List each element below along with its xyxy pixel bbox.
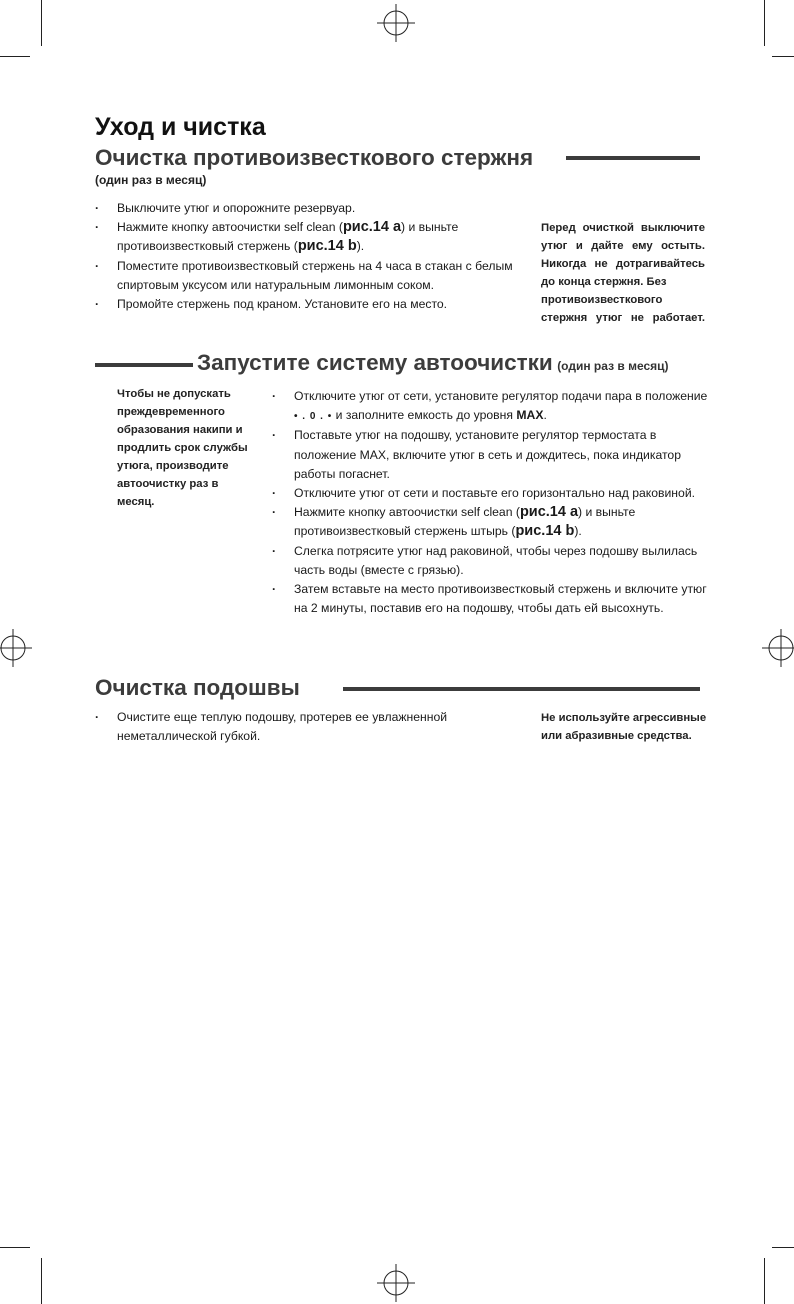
section1-rule	[566, 156, 700, 160]
list-item: · Слегка потрясите утюг над раковиной, чтобы через подошву вылилась часть воды (вместе с грязью).	[272, 542, 712, 580]
list-item: · Нажмите кнопку автоочистки self clean (рис.14 a) и выньте противоизвестковый стержень (рис.14 b).	[95, 218, 513, 256]
section2-heading	[197, 350, 669, 376]
steam-setting-symbol: • . 0 . •	[294, 411, 333, 423]
list-item: · Выключите утюг и опорожните резервуар.	[95, 199, 513, 218]
figure-ref: рис.14 b	[297, 238, 357, 255]
section1-subtitle: (один раз в месяц)	[95, 173, 207, 187]
section2-subtitle: (один раз в месяц)	[557, 359, 669, 373]
page-title: Уход и чистка	[95, 113, 266, 141]
crop-mark	[41, 1258, 42, 1304]
registration-mark-icon	[377, 4, 415, 42]
crop-mark	[772, 56, 794, 57]
list-item: · Отключите утюг от сети, установите регулятор подачи пара в положение • . 0 . • и заполните емкость до уровня MAX.	[272, 387, 712, 426]
crop-mark	[764, 0, 765, 46]
section2-note: Чтобы не допускать преждевременного образования накипи и продлить срок службы утюга, производите автоочистку раз в месяц.	[117, 388, 248, 508]
section2-rule	[95, 363, 193, 367]
section3-note: Не используйте агрессивные или абразивные средства.	[541, 712, 707, 742]
registration-mark-icon	[377, 1264, 415, 1302]
list-item: · Нажмите кнопку автоочистки self clean (рис.14 a) и выньте противоизвестковый стержень штырь (рис.14 b).	[272, 503, 712, 541]
figure-ref: рис.14 b	[515, 523, 575, 540]
list-item: · Поместите противоизвестковый стержень на 4 часа в стакан с белым спиртовым уксусом или натуральным лимонным соком.	[95, 257, 513, 295]
list-item: · Затем вставьте на место противоизвестковый стержень и включите утюг на 2 минуты, поставив его на подошву, чтобы дать ей высохнуть.	[272, 580, 712, 618]
section2-title: Запустите систему автоочистки	[197, 350, 553, 375]
list-item: · Отключите утюг от сети и поставьте его горизонтально над раковиной.	[272, 484, 712, 503]
crop-mark	[772, 1247, 794, 1248]
crop-mark	[41, 0, 42, 46]
list-item: · Очистите еще теплую подошву, протерев ее увлажненной неметаллической губкой.	[95, 708, 495, 746]
section1-note: Перед очисткой выключите утюг и дайте ему остыть. Никогда не дотрагивайтесь до конца стержня. Без противоизвесткового стержня утюг не работает.	[541, 222, 705, 324]
crop-mark	[0, 1247, 30, 1248]
registration-mark-icon	[0, 629, 32, 667]
figure-ref: рис.14 a	[342, 219, 402, 236]
registration-mark-icon	[762, 629, 794, 667]
section2-list	[272, 387, 712, 618]
crop-mark	[0, 56, 30, 57]
section1-title: Очистка противоизвесткового стержня	[95, 145, 534, 170]
section3-title: Очистка подошвы	[95, 675, 300, 700]
section3-rule	[343, 687, 700, 691]
section3-list	[95, 708, 495, 746]
crop-mark	[764, 1258, 765, 1304]
list-item: · Промойте стержень под краном. Установите его на место.	[95, 295, 513, 314]
list-item: · Поставьте утюг на подошву, установите регулятор термостата в положение MAX, включите утюг в сеть и дождитесь, пока индикатор работы погаснет.	[272, 426, 712, 484]
figure-ref: рис.14 a	[519, 504, 579, 521]
section1-list	[95, 199, 513, 314]
